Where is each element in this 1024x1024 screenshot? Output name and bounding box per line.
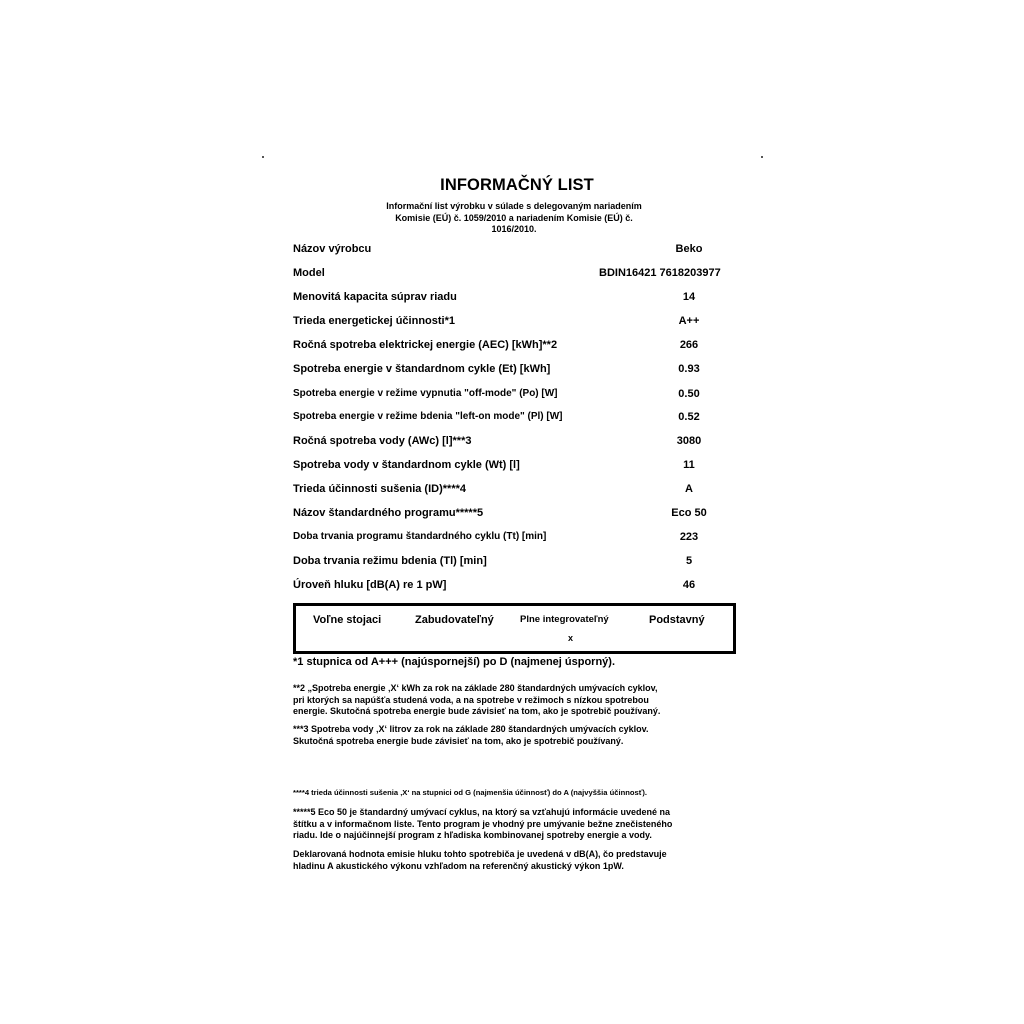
footnote-line: hladinu A akustického výkonu vzhľadom na referenčný akustický výkon 1pW. [293,860,624,871]
footnote-line: pri ktorých sa napúšťa studená voda, a na spotrebe v režimoch s nízkou spotrebou [293,694,649,705]
footnote-line: riadu. Ide o najúčinnejší program z hľadiska kombinovanej spotreby energie a vody. [293,830,652,840]
spec-row-energy-class [293,315,743,331]
spec-value: 0.52 [678,411,700,423]
spec-label: Úroveň hluku [dB(A) re 1 pW] [293,579,447,591]
footnote-line: *****5 Eco 50 je štandardný umývací cyklus, na ktorý sa vzťahujú informácie uvedené na [293,807,670,817]
spec-row-off-mode [293,388,743,404]
spec-row-cycle-water [293,459,743,475]
spec-value: A [685,483,693,495]
spec-value: 14 [682,291,696,303]
subtitle-line: 1016/2010. [491,224,537,234]
spec-label: Spotreba energie v štandardnom cykle (Et) [kWh] [293,363,551,375]
spec-value: Beko [675,243,703,255]
spec-value: 266 [679,339,699,351]
spec-value: 0.93 [678,363,700,375]
spec-row-drying-class [293,483,743,499]
spec-value: A++ [678,315,700,327]
spec-row-left-on-mode [293,411,743,427]
footnote-line: Deklarovaná hodnota emisie hluku tohto spotrebiča je uvedená v dB(A), čo predstavuje [293,849,667,859]
spec-label: Názov štandardného programu*****5 [293,507,484,519]
install-option-under-counter: Podstavný [649,614,705,626]
page-title: INFORMAČNÝ LIST [440,176,594,194]
spec-row-program-duration [293,531,743,547]
spec-label: Ročná spotreba vody (AWc) [l]***3 [293,435,472,447]
spec-value: 0.50 [678,388,700,400]
spec-label: Doba trvania programu štandardného cyklu (Tt) [min] [293,531,547,542]
spec-label: Ročná spotreba elektrickej energie (AEC) [kWh]**2 [293,339,558,351]
spec-row-annual-water [293,435,743,451]
footnote-line: Skutočná spotreba energie bude závisieť na tom, ako je spotrebič používaný. [293,735,624,746]
install-option-built-in: Zabudovateľný [415,614,494,626]
spec-row-capacity [293,291,743,307]
footnote-3 [293,724,743,747]
corner-mark-left [262,156,264,158]
spec-row-noise [293,579,743,595]
spec-label: Spotreba energie v režime bdenia "left-on mode" (Pl) [W] [293,411,563,422]
spec-row-manufacturer [293,243,743,259]
install-option-fully-integrated: Plne integrovateľný [520,614,609,625]
spec-value: BDIN16421 7618203977 [599,267,721,279]
spec-label: Trieda energetickej účinnosti*1 [293,315,456,327]
install-option-freestanding: Voľne stojaci [313,614,382,626]
spec-row-program-name [293,507,743,523]
corner-mark-right [761,156,763,158]
spec-label: Doba trvania režimu bdenia (Tl) [min] [293,555,487,567]
page-subtitle [360,201,668,236]
spec-value: 11 [683,459,695,471]
spec-value: 46 [682,579,696,591]
spec-value: 5 [685,555,693,567]
footnote-line: štítku a v informačnom liste. Tento program je vhodný pre umývanie bežne znečisteného [293,818,673,829]
subtitle-line: Komisie (EÚ) č. 1059/2010 a nariadením Komisie (EÚ) č. [395,212,633,223]
spec-label: Názov výrobcu [293,243,372,255]
spec-row-annual-energy [293,339,743,355]
spec-row-cycle-energy [293,363,743,379]
footnote-line: energie. Skutočná spotreba energie bude závisieť na tom, ako je spotrebič používaný. [293,706,661,716]
spec-row-left-on-duration [293,555,743,571]
footnote-5 [293,807,743,842]
spec-label: Menovitá kapacita súprav riadu [293,291,457,303]
spec-label: Trieda účinnosti sušenia (ID)****4 [293,483,466,495]
installation-type-box [293,603,736,654]
spec-value: 3080 [676,435,702,447]
install-selected-mark: x [568,633,574,643]
subtitle-line: Informační list výrobku v súlade s delegovaným nariadením [386,201,642,211]
footnote-1: *1 stupnica od A+++ (najúspornejší) po D (najmenej úsporný). [293,656,616,668]
spec-label: Spotreba energie v režime vypnutia "off-mode" (Po) [W] [293,388,558,399]
footnote-line: **2 „Spotreba energie ‚X‘ kWh za rok na základe 280 štandardných umývacích cyklov, [293,683,658,693]
footnote-2 [293,683,743,718]
spec-value: 223 [679,531,699,543]
spec-value: Eco 50 [671,507,707,519]
spec-row-model [293,267,743,283]
footnote-line: ***3 Spotreba vody ‚X‘ litrov za rok na základe 280 štandardných umývacích cyklov. [293,724,649,734]
spec-label: Model [293,267,325,279]
spec-label: Spotreba vody v štandardnom cykle (Wt) [l] [293,459,520,471]
footnote-noise-declaration [293,849,743,872]
footnote-4: ****4 trieda účinnosti sušenia ‚X‘ na stupnici od G (najmenšia účinnosť) do A (najvyššia účinnosť). [293,788,647,797]
